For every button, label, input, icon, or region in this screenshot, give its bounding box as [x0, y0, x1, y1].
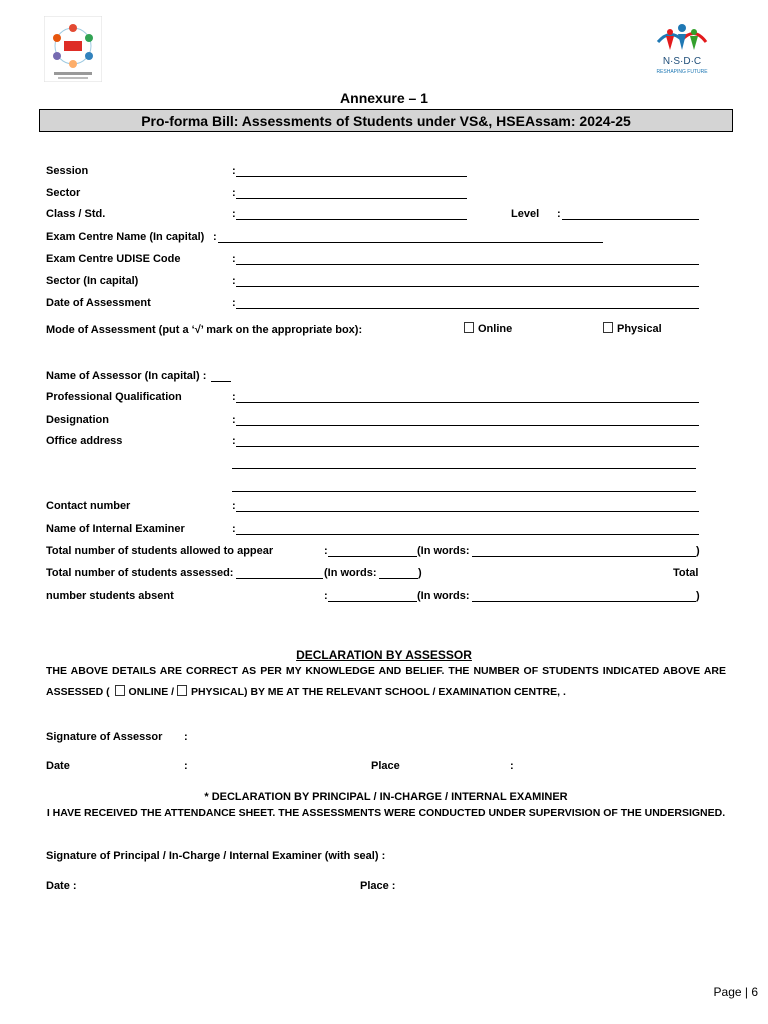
close-paren: ) — [418, 567, 422, 579]
qualification-label: Professional Qualification — [46, 391, 182, 403]
total-allowed-label: Total number of students allowed to appear — [46, 545, 274, 557]
principal-signature-label: Signature of Principal / In-Charge / Internal Examiner (with seal) : — [46, 850, 386, 862]
colon: : — [557, 208, 561, 220]
office-address-field[interactable] — [236, 446, 699, 447]
total-label: Total — [673, 567, 699, 579]
assessor-signature-label: Signature of Assessor — [46, 731, 163, 743]
colon: : — [232, 414, 236, 426]
total-allowed-words-field[interactable] — [472, 556, 696, 557]
colon: : — [232, 165, 236, 177]
contact-number-label: Contact number — [46, 500, 131, 512]
colon: : — [232, 253, 236, 265]
colon: : — [232, 523, 236, 535]
udise-label: Exam Centre UDISE Code — [46, 253, 181, 265]
sector-capital-label: Sector (In capital) — [46, 275, 139, 287]
office-address-line-2[interactable] — [232, 468, 696, 469]
assessor-name-label: Name of Assessor (In capital) : — [46, 370, 207, 382]
colon: : — [232, 297, 236, 309]
principal-date-label: Date : — [46, 880, 77, 892]
internal-examiner-field[interactable] — [236, 534, 699, 535]
online-checkbox[interactable] — [464, 322, 474, 333]
session-label: Session — [46, 165, 89, 177]
online-label: Online — [478, 323, 513, 335]
physical-label: Physical — [617, 323, 662, 335]
exam-centre-name-field[interactable] — [218, 242, 603, 243]
declaration-assessor-line-2 — [46, 685, 566, 698]
colon: : — [232, 500, 236, 512]
office-address-label: Office address — [46, 435, 123, 447]
assessor-date-label: Date — [46, 760, 70, 772]
assessor-name-field[interactable] — [211, 381, 231, 382]
contact-number-field[interactable] — [236, 511, 699, 512]
class-field[interactable] — [236, 219, 467, 220]
internal-examiner-label: Name of Internal Examiner — [46, 523, 185, 535]
decl-physical-checkbox[interactable] — [177, 685, 187, 696]
declaration-principal-line-1: I HAVE RECEIVED THE ATTENDANCE SHEET. THE ASSESSMENTS WERE CONDUCTED UNDER SUPERVISION OF THE UNDERSIGNED. — [46, 807, 726, 819]
physical-checkbox[interactable] — [603, 322, 613, 333]
annexure-heading: Annexure – 1 — [340, 90, 428, 106]
total-assessed-field[interactable] — [236, 578, 323, 579]
assessor-place-label: Place — [371, 760, 400, 772]
principal-place-label: Place : — [360, 880, 396, 892]
colon: : — [232, 275, 236, 287]
udise-field[interactable] — [236, 264, 699, 265]
colon: : — [232, 435, 236, 447]
class-label: Class / Std. — [46, 208, 106, 220]
nsdc-logo — [650, 20, 714, 76]
page-number: Page | 6 — [713, 985, 758, 999]
in-words-label: (In words: — [417, 590, 470, 602]
decl-online-text: ONLINE / — [128, 686, 175, 698]
colon: : — [324, 545, 328, 557]
session-field[interactable] — [236, 176, 467, 177]
level-label: Level — [511, 208, 540, 220]
qualification-field[interactable] — [236, 402, 699, 403]
declaration-assessor-line-1: THE ABOVE DETAILS ARE CORRECT AS PER MY KNOWLEDGE AND BELIEF. THE NUMBER OF STUDENTS INDICATED ABOVE ARE — [46, 665, 726, 677]
level-field[interactable] — [562, 219, 699, 220]
decl-online-checkbox[interactable] — [115, 685, 125, 696]
colon: : — [232, 208, 236, 220]
total-allowed-field[interactable] — [328, 556, 417, 557]
in-words-label: (In words: — [417, 545, 470, 557]
date-of-assessment-field[interactable] — [236, 308, 699, 309]
close-paren: ) — [696, 590, 700, 602]
decl-physical-text: PHYSICAL) BY ME AT THE RELEVANT SCHOOL / EXAMINATION CENTRE, . — [190, 686, 566, 698]
online-option[interactable] — [464, 322, 512, 335]
nsdc-logo-tagline: RESHAPING FUTURE — [656, 69, 708, 75]
page-title: Pro-forma Bill: Assessments of Students under VS&, HSEAssam: 2024-25 — [39, 109, 733, 132]
sector-label: Sector — [46, 187, 81, 199]
absent-words-field[interactable] — [472, 601, 696, 602]
colon: : — [184, 731, 188, 743]
declaration-assessor-heading: DECLARATION BY ASSESSOR — [296, 648, 472, 662]
colon: : — [213, 231, 217, 243]
mode-label: Mode of Assessment (put a ‘√’ mark on the appropriate box): — [46, 324, 363, 336]
nsdc-logo-text: N·S·D·C — [662, 56, 702, 67]
total-assessed-label: Total number of students assessed: — [46, 567, 234, 579]
colon: : — [510, 760, 514, 772]
physical-option[interactable] — [603, 322, 662, 335]
in-words-label: (In words: — [324, 567, 377, 579]
sector-capital-field[interactable] — [236, 286, 699, 287]
designation-field[interactable] — [236, 425, 699, 426]
left-logo — [44, 16, 102, 82]
assessed-text: ASSESSED ( — [46, 686, 110, 698]
office-address-line-3[interactable] — [232, 491, 696, 492]
declaration-principal-heading: * DECLARATION BY PRINCIPAL / IN-CHARGE / INTERNAL EXAMINER — [204, 791, 568, 803]
designation-label: Designation — [46, 414, 109, 426]
colon: : — [232, 187, 236, 199]
date-of-assessment-label: Date of Assessment — [46, 297, 151, 309]
exam-centre-name-label: Exam Centre Name (In capital) — [46, 231, 205, 243]
colon: : — [184, 760, 188, 772]
colon: : — [232, 391, 236, 403]
close-paren: ) — [696, 545, 700, 557]
total-assessed-words-field[interactable] — [379, 578, 418, 579]
absent-field[interactable] — [328, 601, 417, 602]
absent-label: number students absent — [46, 590, 174, 602]
sector-field[interactable] — [236, 198, 467, 199]
colon: : — [324, 590, 328, 602]
